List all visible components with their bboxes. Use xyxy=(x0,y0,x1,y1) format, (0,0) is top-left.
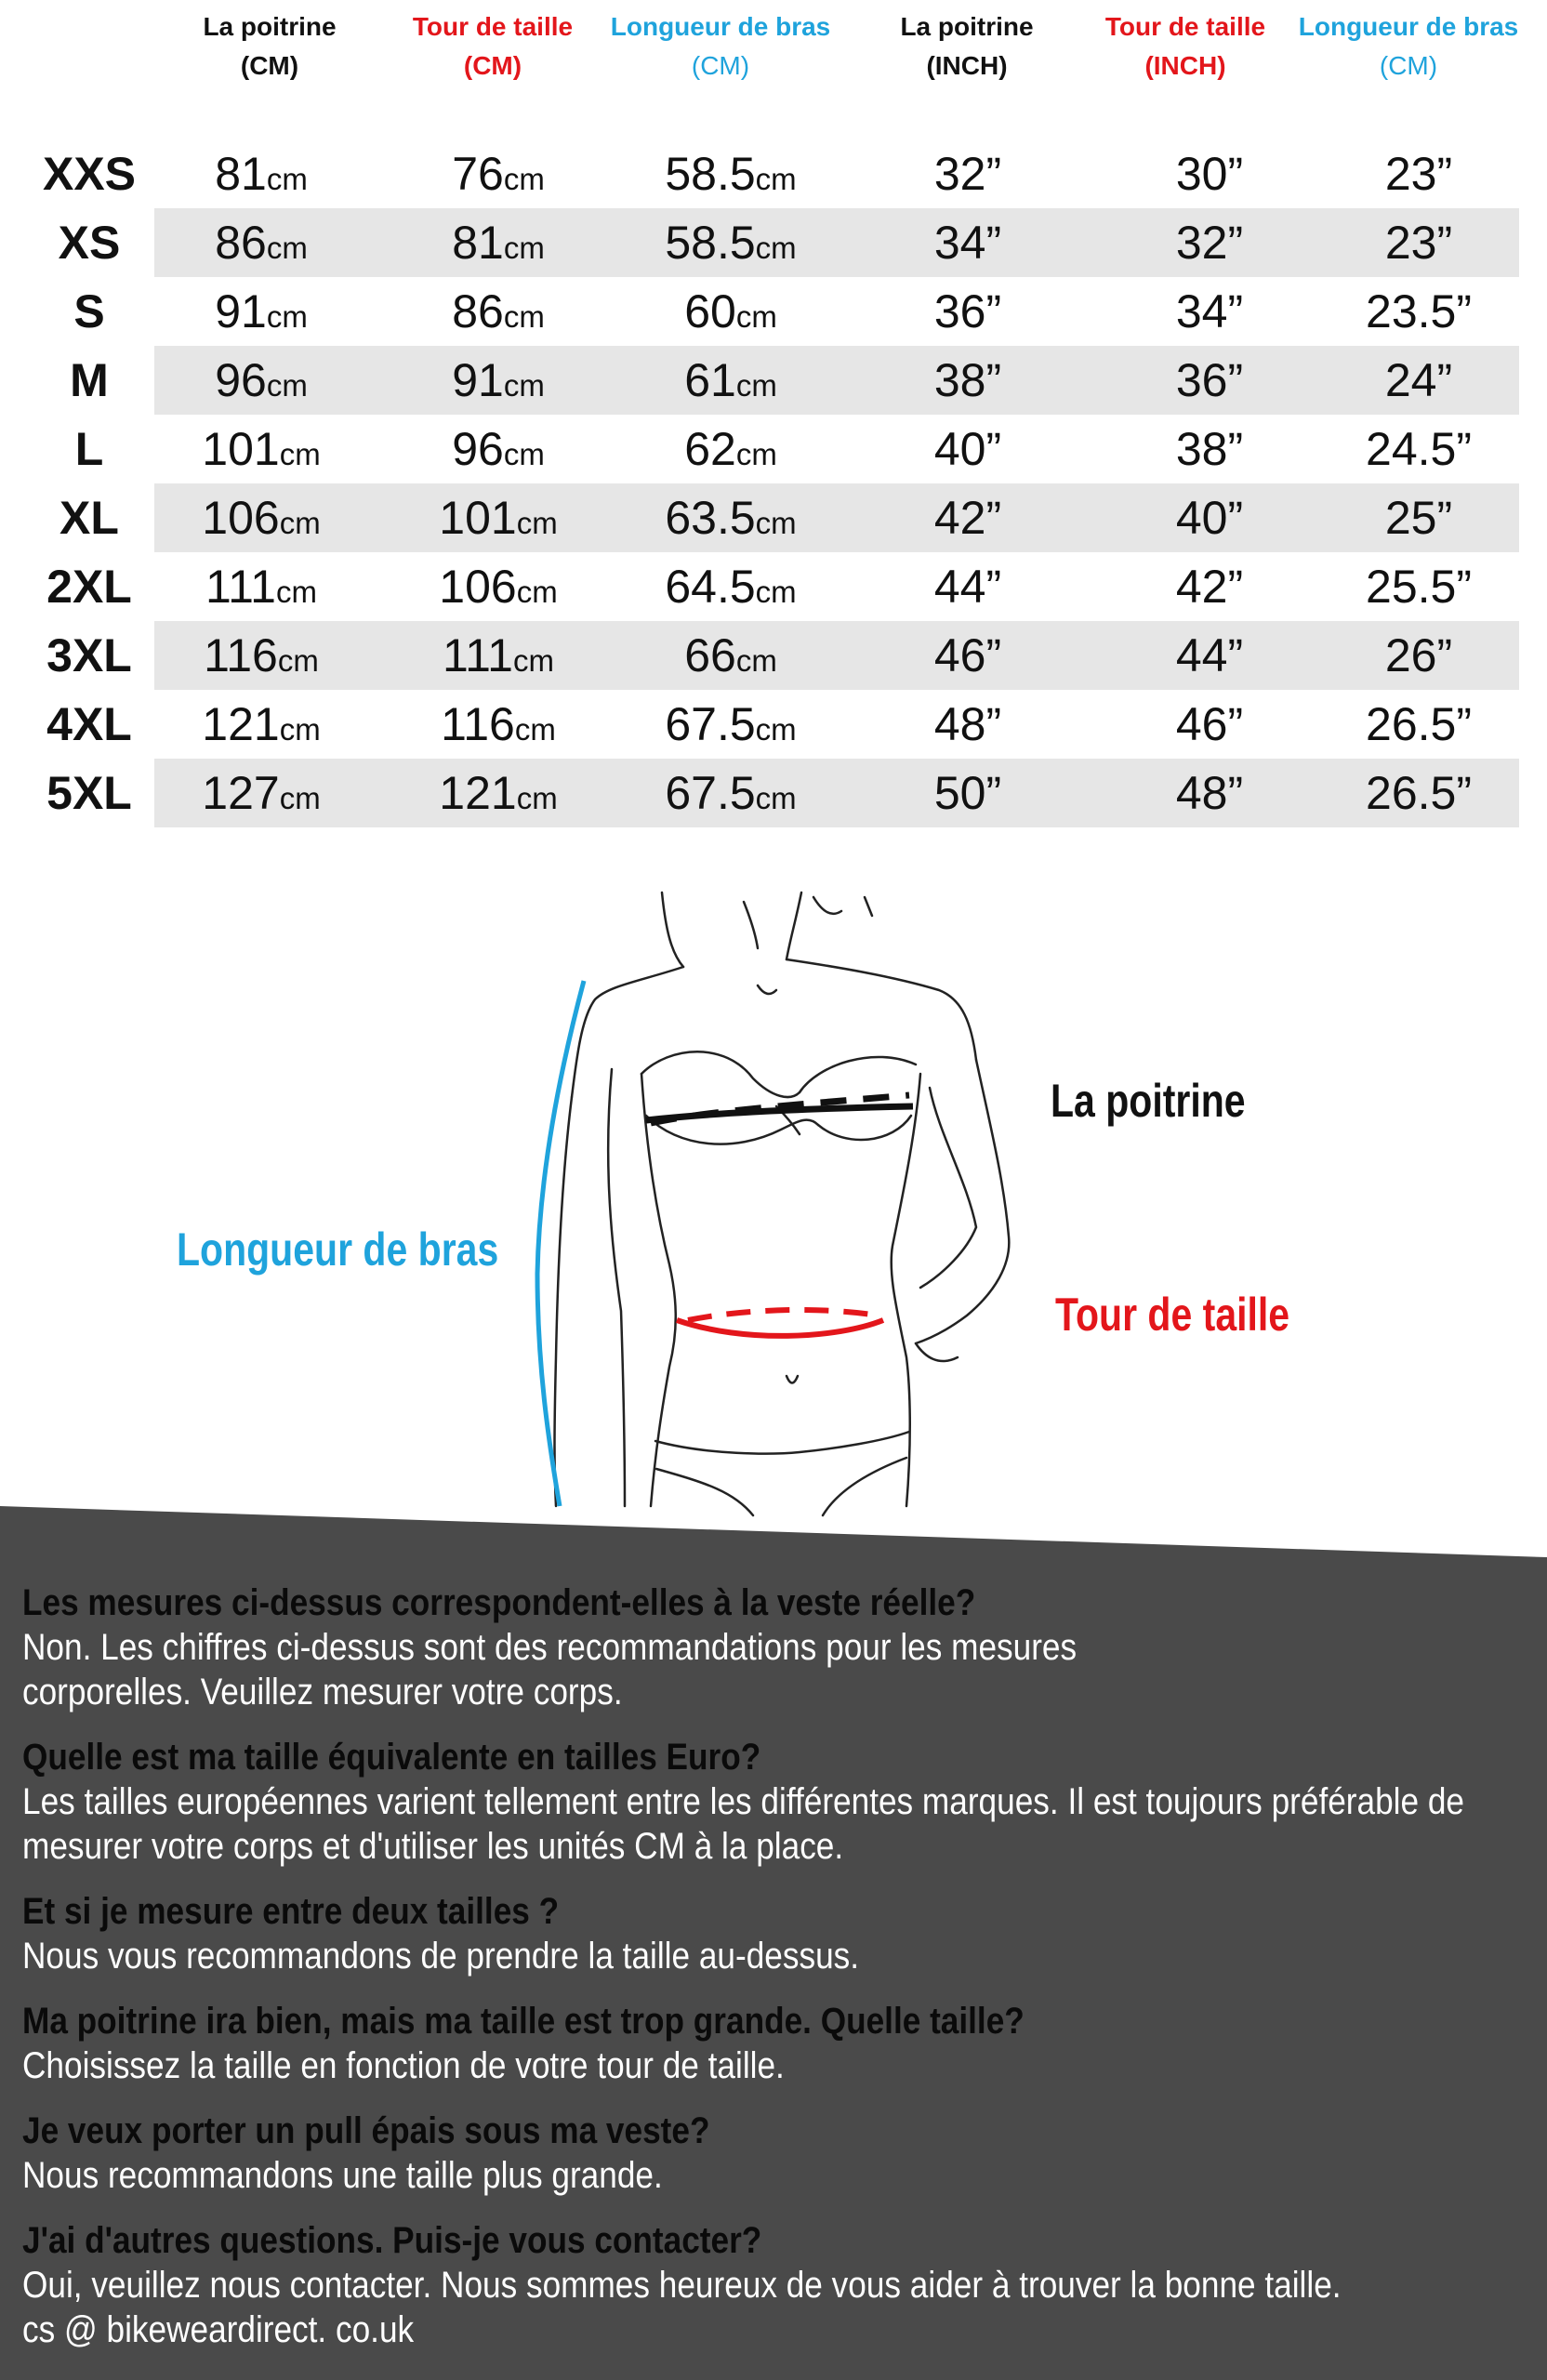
header-title: Tour de taille xyxy=(412,12,574,41)
table-row xyxy=(24,415,1519,483)
faq-item xyxy=(22,1999,1495,2088)
measurement-value: 42” xyxy=(933,492,1002,544)
unit-label: cm xyxy=(266,299,308,334)
measurement-value: 96 xyxy=(215,354,267,406)
measurement-value: 106 xyxy=(202,492,280,544)
measurement-value: 50” xyxy=(933,767,1002,819)
waist-label: Tour de taille xyxy=(1055,1289,1290,1341)
header-chest-inch xyxy=(874,7,1060,86)
header-title: Longueur de bras xyxy=(610,12,831,41)
measurement-value: 24.5” xyxy=(1366,423,1472,475)
body-outline-illustration xyxy=(0,874,1547,1525)
unit-label: cm xyxy=(279,506,321,540)
measurement-value: 91 xyxy=(215,285,267,337)
measurement-value: 66 xyxy=(684,629,736,681)
arm-length-label: Longueur de bras xyxy=(177,1223,499,1276)
header-arm-cm xyxy=(595,7,846,86)
measurement-value: 40” xyxy=(1175,492,1244,544)
size-label: S xyxy=(24,277,154,346)
measurement-value: 23” xyxy=(1384,148,1453,200)
unit-label: cm xyxy=(503,368,545,403)
faq-question: Quelle est ma taille équivalente en tailles Euro? xyxy=(22,1737,761,1778)
header-waist-cm xyxy=(390,7,595,86)
measurement-value: 101 xyxy=(439,492,517,544)
size-label: 4XL xyxy=(24,690,154,759)
measurement-value: 121 xyxy=(439,767,517,819)
measurement-value: 44” xyxy=(1175,629,1244,681)
measurement-cell xyxy=(1279,690,1547,759)
table-row xyxy=(24,277,1519,346)
measurement-cell xyxy=(828,690,1107,759)
measurement-value: 81 xyxy=(215,148,267,200)
unit-label: cm xyxy=(735,299,777,334)
header-title: Longueur de bras xyxy=(1298,12,1519,41)
unit-label: cm xyxy=(503,299,545,334)
table-row xyxy=(24,621,1519,690)
header-unit: (CM) xyxy=(240,51,299,80)
header-title: La poitrine xyxy=(900,12,1034,41)
measurement-value: 32” xyxy=(933,148,1002,200)
table-row xyxy=(24,208,1519,277)
measurement-value: 64.5 xyxy=(665,561,756,613)
unit-label: cm xyxy=(755,575,797,609)
unit-label: cm xyxy=(755,162,797,196)
header-chest-cm xyxy=(177,7,363,86)
measurement-value: 34” xyxy=(1175,285,1244,337)
unit-label: cm xyxy=(735,368,777,403)
measurement-value: 81 xyxy=(452,217,504,269)
header-arm-inch xyxy=(1283,7,1534,86)
faq-item xyxy=(22,1889,1495,1978)
faq-question: Je veux porter un pull épais sous ma veste? xyxy=(22,2110,710,2151)
measurement-value: 63.5 xyxy=(665,492,756,544)
table-row xyxy=(24,759,1519,827)
unit-label: cm xyxy=(503,437,545,471)
measurement-value: 23.5” xyxy=(1366,285,1472,337)
table-row xyxy=(24,690,1519,759)
measurement-value: 36” xyxy=(933,285,1002,337)
measurement-value: 111 xyxy=(205,561,276,613)
measurement-value: 106 xyxy=(439,561,517,613)
size-label: M xyxy=(24,346,154,415)
measurement-value: 76 xyxy=(452,148,504,200)
measurement-value: 96 xyxy=(452,423,504,475)
measurement-cell xyxy=(1279,277,1547,346)
size-label: XXS xyxy=(24,139,154,208)
measurement-value: 30” xyxy=(1175,148,1244,200)
faq-question: J'ai d'autres questions. Puis-je vous contacter? xyxy=(22,2220,762,2261)
measurement-value: 121 xyxy=(202,698,280,750)
measurement-value: 91 xyxy=(452,354,504,406)
size-label: XS xyxy=(24,208,154,277)
unit-label: cm xyxy=(735,437,777,471)
size-label: 3XL xyxy=(24,621,154,690)
faq-answer-line: Nous recommandons une taille plus grande. xyxy=(22,2155,663,2196)
measurement-value: 26” xyxy=(1384,629,1453,681)
faq-item xyxy=(22,2218,1495,2352)
measurement-value: 38” xyxy=(933,354,1002,406)
measurement-value: 111 xyxy=(442,629,513,681)
size-label: L xyxy=(24,415,154,483)
measurement-value: 67.5 xyxy=(665,767,756,819)
unit-label: cm xyxy=(516,506,558,540)
measurement-value: 67.5 xyxy=(665,698,756,750)
unit-label: cm xyxy=(279,781,321,815)
header-unit: (CM) xyxy=(691,51,750,80)
unit-label: cm xyxy=(277,643,319,678)
size-table xyxy=(24,139,1519,827)
unit-label: cm xyxy=(755,781,797,815)
measurement-value: 42” xyxy=(1175,561,1244,613)
header-unit: (INCH) xyxy=(1144,51,1226,80)
unit-label: cm xyxy=(755,231,797,265)
measurement-cell xyxy=(828,483,1107,552)
unit-label: cm xyxy=(755,712,797,747)
measurement-value: 44” xyxy=(933,561,1002,613)
measurement-cell xyxy=(1279,139,1547,208)
measurement-value: 61 xyxy=(684,354,736,406)
table-row xyxy=(24,346,1519,415)
measurement-value: 86 xyxy=(452,285,504,337)
measurement-cell xyxy=(828,139,1107,208)
measurement-cell xyxy=(828,277,1107,346)
measurement-value: 48” xyxy=(1175,767,1244,819)
header-title: La poitrine xyxy=(203,12,337,41)
measurement-cell xyxy=(828,415,1107,483)
measurement-value: 60 xyxy=(684,285,736,337)
measurement-cell xyxy=(828,346,1107,415)
measurement-value: 38” xyxy=(1175,423,1244,475)
measurement-cell xyxy=(1279,621,1547,690)
measurement-value: 127 xyxy=(202,767,280,819)
measurement-value: 40” xyxy=(933,423,1002,475)
header-unit: (INCH) xyxy=(926,51,1008,80)
unit-label: cm xyxy=(503,162,545,196)
measurement-cell xyxy=(1279,483,1547,552)
measurement-value: 62 xyxy=(684,423,736,475)
measurement-value: 58.5 xyxy=(665,217,756,269)
unit-label: cm xyxy=(266,368,308,403)
faq-question: Les mesures ci-dessus correspondent-elles à la veste réelle? xyxy=(22,1582,976,1623)
table-row xyxy=(24,139,1519,208)
faq-item xyxy=(22,1580,1495,1714)
unit-label: cm xyxy=(516,575,558,609)
measurement-value: 58.5 xyxy=(665,148,756,200)
unit-label: cm xyxy=(755,506,797,540)
unit-label: cm xyxy=(503,231,545,265)
measurement-cell xyxy=(1279,415,1547,483)
measurement-cell xyxy=(828,621,1107,690)
unit-label: cm xyxy=(516,781,558,815)
unit-label: cm xyxy=(279,712,321,747)
measurement-value: 26.5” xyxy=(1366,698,1472,750)
faq-answer-line: Non. Les chiffres ci-dessus sont des recommandations pour les mesures xyxy=(22,1627,1078,1668)
unit-label: cm xyxy=(266,162,308,196)
measurement-value: 24” xyxy=(1384,354,1453,406)
header-title: Tour de taille xyxy=(1104,12,1266,41)
size-label: 5XL xyxy=(24,759,154,827)
size-label: XL xyxy=(24,483,154,552)
measurement-value: 46” xyxy=(1175,698,1244,750)
size-label: 2XL xyxy=(24,552,154,621)
measurement-value: 116 xyxy=(204,629,278,681)
body-diagram xyxy=(0,874,1547,1525)
unit-label: cm xyxy=(514,712,556,747)
faq-answer-line: mesurer votre corps et d'utiliser les unités CM à la place. xyxy=(22,1826,844,1867)
unit-label: cm xyxy=(279,437,321,471)
measurement-value: 48” xyxy=(933,698,1002,750)
chest-label: La poitrine xyxy=(1051,1075,1246,1127)
header-unit: (CM) xyxy=(1379,51,1438,80)
faq-answer-line: Nous vous recommandons de prendre la taille au-dessus. xyxy=(22,1936,860,1977)
measurement-value: 32” xyxy=(1175,217,1244,269)
unit-label: cm xyxy=(276,575,317,609)
measurement-value: 25” xyxy=(1384,492,1453,544)
measurement-value: 46” xyxy=(933,629,1002,681)
measurement-value: 101 xyxy=(202,423,280,475)
faq-item xyxy=(22,1735,1495,1869)
faq-panel xyxy=(0,1488,1547,2380)
unit-label: cm xyxy=(513,643,554,678)
faq-item xyxy=(22,2109,1495,2198)
measurement-value: 34” xyxy=(933,217,1002,269)
faq-list xyxy=(22,1580,1495,2373)
faq-answer-line: Oui, veuillez nous contacter. Nous sommes heureux de vous aider à trouver la bonne taille. xyxy=(22,2265,1342,2306)
measurement-cell xyxy=(828,759,1107,827)
measurement-value: 116 xyxy=(441,698,515,750)
header-waist-inch xyxy=(1083,7,1288,86)
measurement-cell xyxy=(828,552,1107,621)
table-row xyxy=(24,552,1519,621)
measurement-value: 25.5” xyxy=(1366,561,1472,613)
measurement-cell xyxy=(1279,759,1547,827)
faq-answer-line: corporelles. Veuillez mesurer votre corps. xyxy=(22,1672,623,1712)
measurement-value: 23” xyxy=(1384,217,1453,269)
faq-answer-line: Choisissez la taille en fonction de votre tour de taille. xyxy=(22,2045,785,2086)
measurement-cell xyxy=(1279,208,1547,277)
faq-answer-line: Les tailles européennes varient tellement entre les différentes marques. Il est toujours préférable de xyxy=(22,1781,1464,1822)
faq-question: Et si je mesure entre deux tailles ? xyxy=(22,1891,560,1932)
unit-label: cm xyxy=(266,231,308,265)
measurement-cell xyxy=(828,208,1107,277)
measurement-cell xyxy=(1279,346,1547,415)
faq-answer-line: cs @ bikeweardirect. co.uk xyxy=(22,2309,415,2350)
header-unit: (CM) xyxy=(463,51,522,80)
table-row xyxy=(24,483,1519,552)
faq-question: Ma poitrine ira bien, mais ma taille est trop grande. Quelle taille? xyxy=(22,2001,1025,2042)
measurement-value: 26.5” xyxy=(1366,767,1472,819)
unit-label: cm xyxy=(735,643,777,678)
measurement-value: 86 xyxy=(215,217,267,269)
measurement-value: 36” xyxy=(1175,354,1244,406)
measurement-cell xyxy=(1279,552,1547,621)
